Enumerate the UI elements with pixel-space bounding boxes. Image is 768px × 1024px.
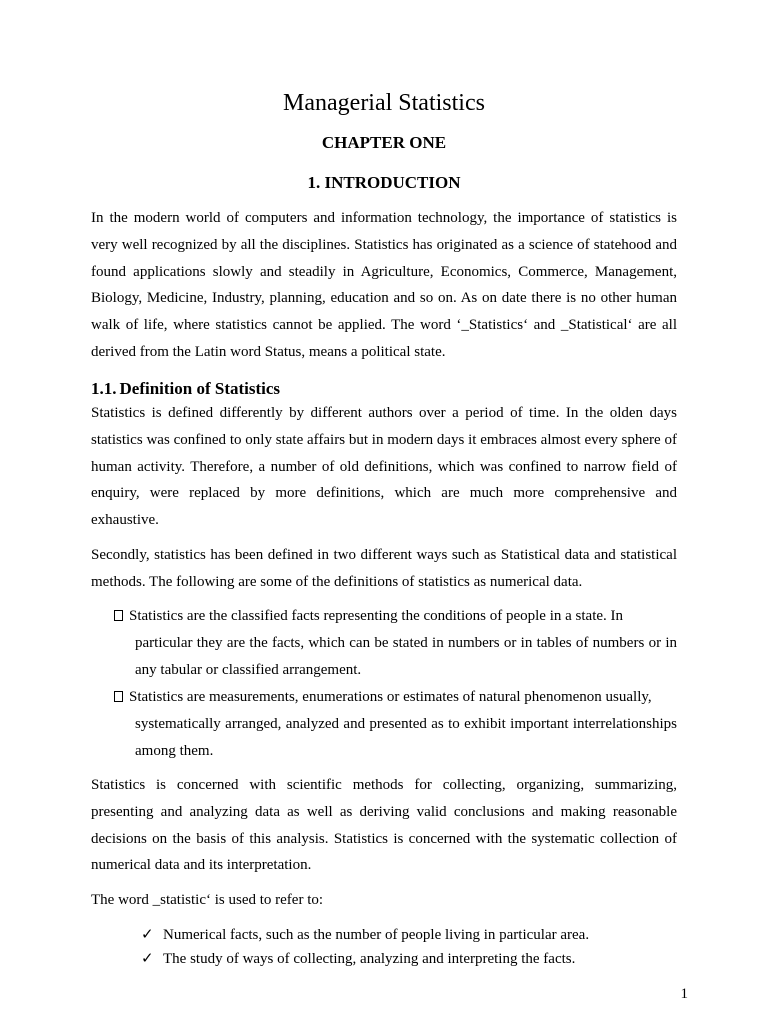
check-list-item bbox=[141, 949, 575, 969]
bullet-continuation: systematically arranged, analyzed and presented as to exhibit important interrelationships among them. bbox=[135, 715, 677, 759]
bullet-item bbox=[114, 603, 677, 683]
bullet-first-line: Statistics are the classified facts representing the conditions of people in a state. In bbox=[129, 608, 624, 624]
intro-paragraph: In the modern world of computers and information technology, the importance of statistics is very well recognized by all the disciplines. Statistics has originated as a science of statehood and found applications slowly and steadily in Agriculture, Economics, Commerce, Management, Biology, Medicine, Industry, planning, education and so on. As on date there is no other human walk of life, where statistics cannot be applied. The word ‘_Statistics‘ and _Statistical‘ are all derived from the Latin word Status, means a political state. bbox=[91, 210, 677, 360]
bullet-box-icon bbox=[114, 610, 123, 621]
check-list-item bbox=[141, 925, 589, 945]
document-title: Managerial Statistics bbox=[283, 90, 485, 116]
second-paragraph: Secondly, statistics has been defined in two different ways such as Statistical data and statistical methods. The following are some of the definitions of statistics as numerical data. bbox=[91, 547, 677, 590]
word-statistic-intro: The word _statistic‘ is used to refer to: bbox=[91, 892, 324, 908]
section-number: 1.1. bbox=[91, 379, 117, 398]
definition-paragraph: Statistics is defined differently by different authors over a period of time. In the olden days statistics was confined to only state affairs but in modern days it embraces almost every sphere of human activity. Therefore, a number of old definitions, which was confined to narrow field of enquiry, were replaced by more definitions, which are much more comprehensive and exhaustive. bbox=[91, 405, 677, 529]
bullet-item bbox=[114, 684, 677, 764]
check-item-text: Numerical facts, such as the number of people living in particular area. bbox=[163, 927, 590, 943]
chapter-heading: CHAPTER ONE bbox=[321, 133, 447, 152]
bullet-continuation: particular they are the facts, which can be stated in numbers or in tables of numbers or in any tabular or classified arrangement. bbox=[135, 634, 677, 678]
page-number: 1 bbox=[680, 986, 688, 1002]
section-title: Definition of Statistics bbox=[119, 379, 281, 398]
concern-paragraph: Statistics is concerned with scientific methods for collecting, organizing, summarizing, presenting and analyzing data as well as deriving valid conclusions and making reasonable decisions on the basis of this analysis. Statistics is concerned with the systematic collection of numerical data and its interpretation. bbox=[91, 777, 677, 874]
introduction-heading: 1. INTRODUCTION bbox=[307, 173, 461, 192]
check-item-text: The study of ways of collecting, analyzing and interpreting the facts. bbox=[163, 951, 576, 967]
check-mark-icon: ✓ bbox=[141, 951, 154, 967]
bullet-box-icon bbox=[114, 691, 123, 702]
bullet-first-line: Statistics are measurements, enumerations or estimates of natural phenomenon usually, bbox=[129, 689, 652, 705]
definition-section-heading bbox=[91, 379, 280, 399]
check-mark-icon: ✓ bbox=[141, 927, 154, 943]
